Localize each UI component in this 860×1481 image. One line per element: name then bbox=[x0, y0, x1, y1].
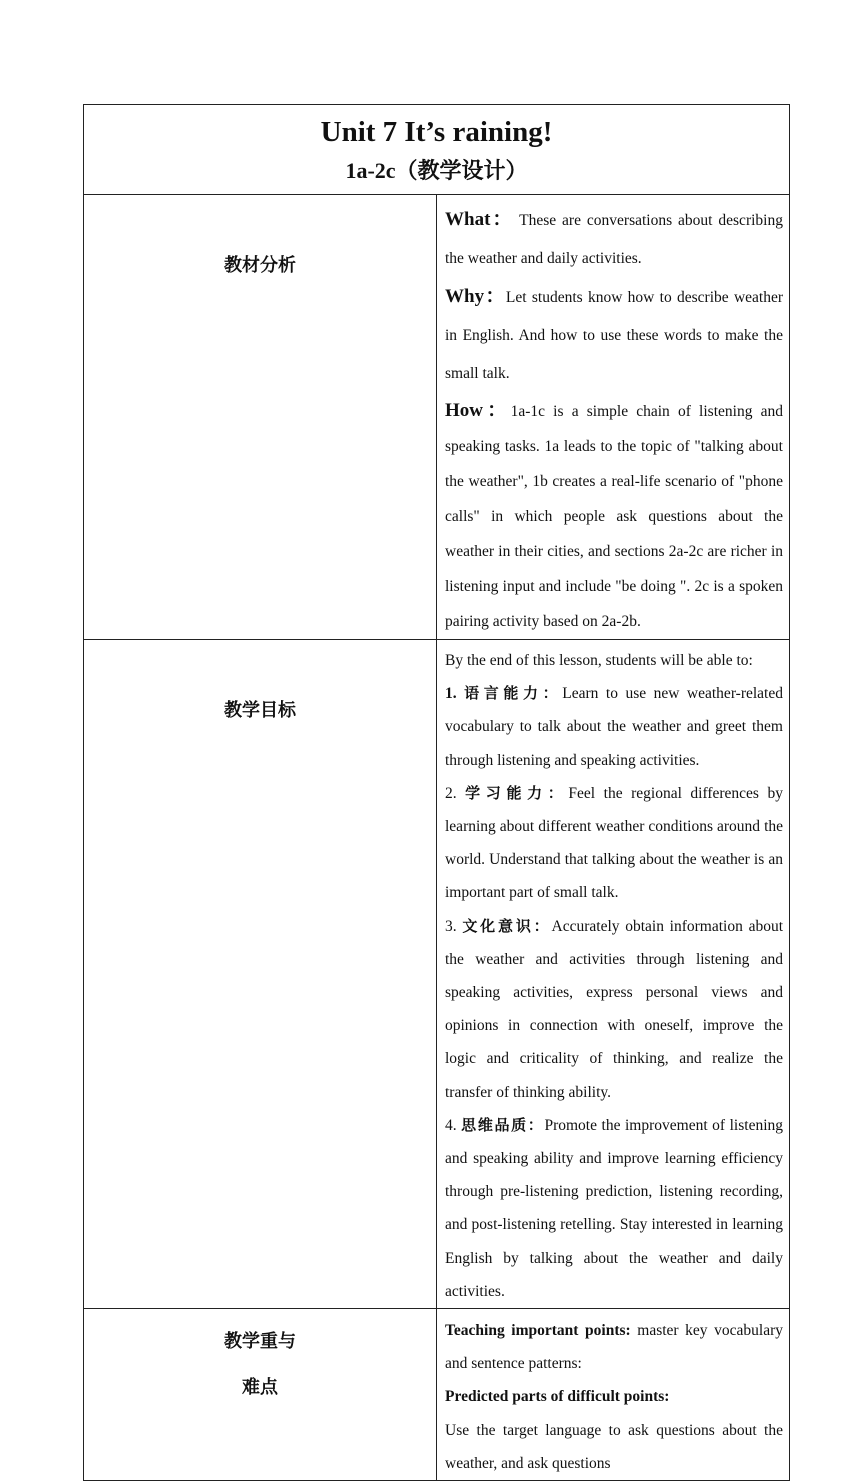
objective-3-title: 文化意识： bbox=[462, 916, 552, 935]
objective-item-2 bbox=[445, 777, 783, 910]
lesson-plan-table bbox=[83, 104, 790, 1481]
what-label: What： bbox=[445, 209, 514, 230]
objective-2-number: 2. bbox=[445, 784, 457, 802]
objective-4-title: 思维品质： bbox=[461, 1115, 545, 1134]
objective-4-number: 4. bbox=[445, 1116, 457, 1134]
important-points-text: master key vocabulary and sentence patterns: bbox=[445, 1322, 783, 1373]
objective-item-3 bbox=[445, 910, 783, 1109]
title-cell bbox=[84, 105, 790, 195]
objective-1-text: Learn to use new weather-related vocabulary to talk about the weather and greet them through listening and speaking activities. bbox=[445, 685, 783, 769]
how-text: 1a-1c is a simple chain of listening and speaking tasks. 1a leads to the topic of "talking about the weather", 1b creates a real-life scenario of "phone calls" in which people ask questions about the weather in their cities, and sections 2a-2c are richer in listening input and include "be doing ". 2c is a spoken pairing activity based on 2a-2b. bbox=[445, 403, 783, 630]
objectives-intro: By the end of this lesson, students will be able to: bbox=[445, 652, 753, 669]
analysis-content bbox=[437, 195, 790, 640]
objective-1-title: 语言能力： bbox=[464, 684, 563, 703]
key-points-label-line1: 教学重与 bbox=[224, 1331, 296, 1353]
objectives-label-cell bbox=[84, 640, 437, 1309]
difficult-points-text: Use the target language to ask questions about the weather, and ask questions bbox=[445, 1421, 783, 1472]
key-points-label-line2: 难点 bbox=[242, 1377, 278, 1399]
why-text: Let students know how to describe weather in English. And how to use these words to make the small talk. bbox=[445, 289, 783, 382]
important-points-label: Teaching important points: bbox=[445, 1322, 631, 1340]
objective-item-4 bbox=[445, 1109, 783, 1308]
analysis-label-cell bbox=[84, 195, 437, 640]
key-points-row bbox=[84, 1309, 790, 1481]
objectives-content bbox=[437, 640, 790, 1309]
analysis-row bbox=[84, 195, 790, 640]
how-paragraph bbox=[445, 393, 783, 639]
objectives-row bbox=[84, 640, 790, 1309]
document-title: Unit 7 It’s raining! bbox=[320, 116, 553, 148]
key-points-label bbox=[84, 1319, 436, 1411]
difficult-points-label-text: Predicted parts of difficult points: bbox=[445, 1388, 670, 1406]
why-label: Why： bbox=[445, 286, 506, 307]
objective-item-1 bbox=[445, 677, 783, 777]
difficult-points-label bbox=[445, 1380, 783, 1413]
important-points-paragraph bbox=[445, 1314, 783, 1380]
key-points-label-cell bbox=[84, 1309, 437, 1481]
why-paragraph bbox=[445, 278, 783, 393]
objectives-label: 教学目标 bbox=[224, 700, 296, 721]
key-points-content bbox=[437, 1309, 790, 1481]
what-paragraph bbox=[445, 201, 783, 278]
objective-2-title: 学习能力： bbox=[465, 783, 569, 802]
how-label: How： bbox=[445, 400, 511, 421]
objective-1-number: 1. bbox=[445, 685, 457, 703]
objective-3-number: 3. bbox=[445, 917, 457, 935]
analysis-label: 教材分析 bbox=[224, 255, 296, 276]
what-text: These are conversations about describing the weather and daily activities. bbox=[445, 212, 783, 267]
objective-3-text: Accurately obtain information about the weather and activities through listening and speaking activities, express personal views and opinions in connection with oneself, improve the logic and criticality of thinking, and realize the transfer of thinking ability. bbox=[445, 917, 784, 1101]
objective-2-text: Feel the regional differences by learning about different weather conditions around the world. Understand that talking about the weather is an important part of small talk. bbox=[445, 784, 783, 902]
objective-4-text: Promote the improvement of listening and speaking ability and improve learning efficiency through pre-listening prediction, listening recording, and post-listening retelling. Stay interested in learning English by talking about the weather and daily activities. bbox=[445, 1116, 784, 1300]
document-subtitle: 1a-2c（教学设计） bbox=[345, 158, 528, 183]
